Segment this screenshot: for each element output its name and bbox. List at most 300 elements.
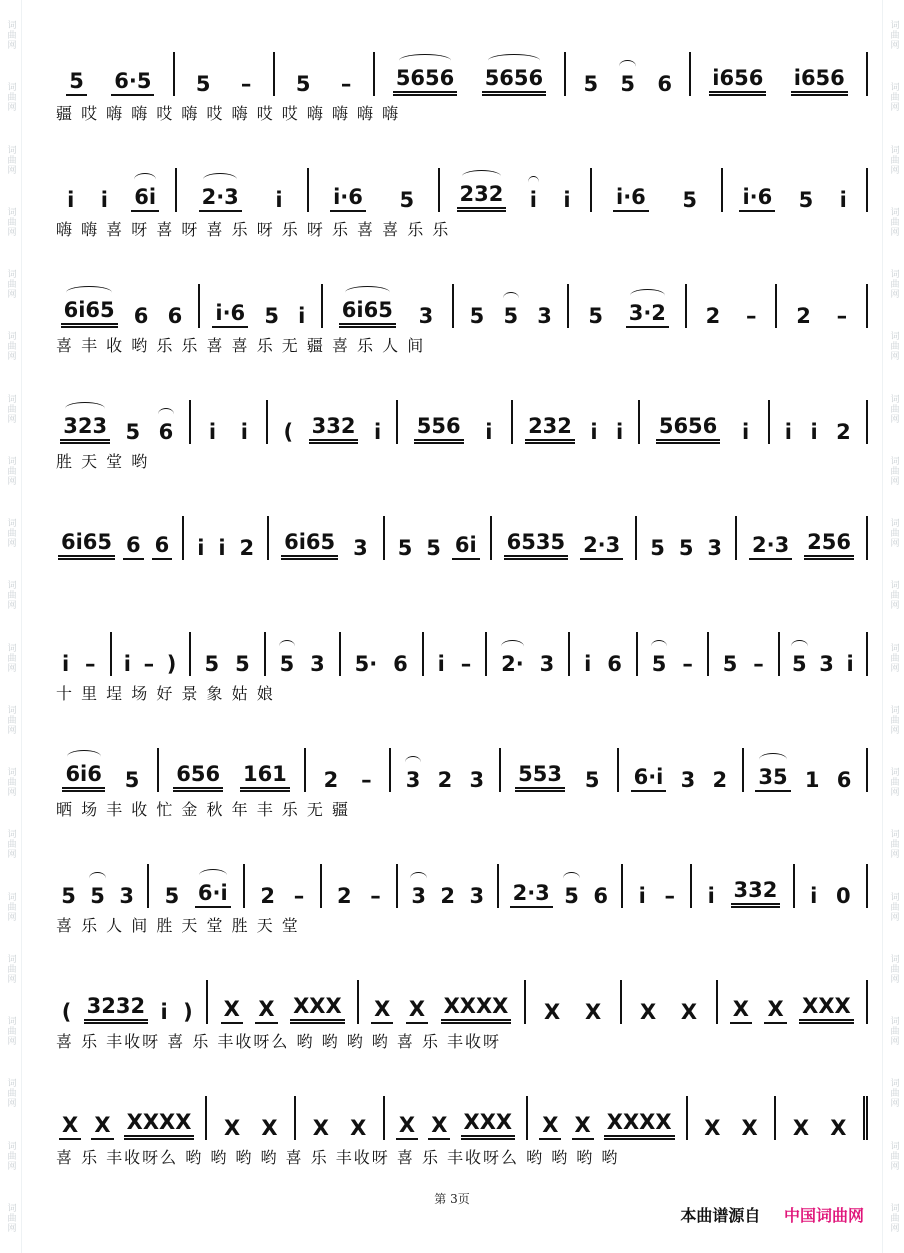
watermark-text: 词曲网 (888, 331, 899, 362)
note-token: X (639, 1000, 657, 1024)
note-token: 3 (119, 884, 134, 908)
site-brand-link[interactable]: 中国词曲网 (783, 1206, 864, 1225)
note-token: i (100, 188, 108, 212)
measure (184, 516, 269, 560)
note-token: 6 (657, 72, 672, 96)
note-token: i·6 (613, 185, 649, 212)
measure (200, 284, 323, 328)
note-token: X (544, 1000, 561, 1024)
note-token: 5 (264, 304, 279, 328)
measure (275, 52, 375, 96)
note-token: ( (283, 420, 294, 444)
note-token: X (704, 1116, 721, 1140)
slur-mark (158, 408, 175, 421)
measure (709, 632, 780, 676)
note-token: 2 (437, 768, 453, 792)
measure (191, 400, 269, 444)
note-token: 553 (515, 762, 565, 792)
note-token: 6i65 (58, 530, 115, 560)
note-token: i (784, 420, 792, 444)
score-system (48, 388, 868, 504)
note-token: 5 (583, 72, 599, 96)
note-token: – (143, 652, 155, 676)
note-token: XXXX (124, 1110, 195, 1140)
note-token: 2·3 (580, 533, 623, 560)
note-token: – (664, 884, 675, 908)
measure (159, 748, 306, 792)
score-system (48, 40, 868, 156)
measure (48, 748, 159, 792)
note-token: X (539, 1113, 561, 1140)
note-token: X (224, 1116, 241, 1140)
note-token: 2 (705, 304, 721, 328)
watermark-text: 词曲网 (5, 518, 16, 548)
measure (692, 864, 794, 908)
lyrics-line: 喜 丰 收 哟 乐 乐 喜 喜 乐 无 疆 喜 乐 人 间 (56, 335, 426, 355)
measure (570, 632, 638, 676)
lyrics-line: 喜 乐 丰收呀么 哟 哟 哟 哟 喜 乐 丰收呀 喜 乐 丰收呀么 哟 哟 哟 哟 (56, 1147, 620, 1167)
score-system (48, 1084, 868, 1200)
note-token: 2·3 (199, 185, 242, 212)
measure (454, 284, 569, 328)
note-token: i (810, 420, 818, 444)
measure (492, 516, 638, 560)
note-token: i656 (791, 66, 848, 96)
measure (528, 1096, 687, 1140)
slur-mark (410, 872, 427, 885)
note-token: 3 (537, 304, 552, 328)
note-token: 2 (440, 884, 456, 908)
note-token: 6 (152, 533, 173, 560)
note-token: X (261, 1116, 278, 1140)
note-token: i (707, 884, 715, 908)
measure (341, 632, 424, 676)
note-token: 3 (418, 304, 434, 328)
note-token: X (730, 997, 752, 1024)
note-token: 5 (617, 72, 638, 96)
note-token: i (208, 420, 217, 444)
notation-line (48, 156, 868, 212)
note-token: 5 (650, 536, 665, 560)
note-token: X (741, 1116, 758, 1140)
watermark-text: 词曲网 (5, 393, 16, 424)
note-token: 6i65 (339, 298, 396, 328)
note-token: 3 (539, 652, 555, 676)
measure (385, 516, 492, 560)
note-token: i (810, 884, 818, 908)
measure (323, 284, 454, 328)
measure (638, 632, 709, 676)
watermark-text: 词曲网 (5, 331, 16, 362)
score-system (48, 156, 868, 272)
note-token: 5656 (482, 66, 546, 96)
note-token: 6·i (631, 765, 667, 792)
watermark-text: 词曲网 (888, 829, 899, 860)
note-token: X (396, 1113, 418, 1140)
note-token: i (373, 420, 382, 444)
source-credit (680, 1203, 864, 1226)
note-token: 5 (235, 652, 250, 676)
note-token: 5 (584, 768, 600, 792)
measure (48, 168, 177, 212)
note-token: – (753, 652, 764, 676)
watermark-text: 词曲网 (888, 1140, 899, 1171)
note-token: 6 (607, 652, 622, 676)
measure (375, 52, 567, 96)
note-token: 3 (403, 768, 424, 792)
measure (269, 516, 385, 560)
note-token: 161 (240, 762, 290, 792)
note-token: i (846, 652, 854, 676)
note-token: 6 (167, 304, 183, 328)
note-token: i (275, 188, 283, 212)
note-token: 2 (712, 768, 728, 792)
measure (207, 1096, 296, 1140)
note-token: 2 (323, 768, 339, 792)
note-token: – (746, 304, 757, 328)
note-token: ( (61, 1000, 72, 1024)
note-token: 3 (680, 768, 696, 792)
measure (440, 168, 591, 212)
lyrics-line: 喜 乐 人 间 胜 天 堂 胜 天 堂 (56, 915, 300, 935)
measure (526, 980, 622, 1024)
note-token: i (563, 188, 571, 212)
slur-mark (279, 640, 296, 653)
measure (688, 1096, 777, 1140)
note-token: 6 (593, 884, 608, 908)
note-token: 5 (61, 884, 76, 908)
note-token: 2 (836, 420, 851, 444)
score-system (48, 504, 868, 620)
watermark-text: 词曲网 (5, 829, 16, 860)
source-label: 本曲谱源自 (680, 1206, 761, 1225)
note-token: 323 (60, 414, 110, 444)
notation-line (48, 620, 868, 676)
watermark-text: 词曲网 (5, 891, 16, 922)
note-token: X (350, 1116, 367, 1140)
measure (359, 980, 526, 1024)
measure (737, 516, 868, 560)
note-token: 3 (469, 884, 485, 908)
score-system (48, 852, 868, 968)
note-token: 332 (731, 878, 781, 908)
measure (306, 748, 391, 792)
watermark-text: 词曲网 (888, 704, 899, 735)
note-token: X (371, 997, 393, 1024)
note-token: 5 (195, 72, 211, 96)
note-token: 3 (408, 884, 429, 908)
note-token: X (584, 1000, 602, 1024)
note-token: 6·i (195, 881, 231, 908)
note-token: 3 (819, 652, 834, 676)
note-token: – (340, 72, 352, 96)
note-token: i (218, 536, 226, 560)
measure (619, 748, 744, 792)
measure (266, 632, 341, 676)
notation-line (48, 40, 868, 96)
watermark-text: 词曲网 (888, 1202, 899, 1233)
note-token: i (584, 652, 592, 676)
watermark-text: 词曲网 (888, 953, 899, 984)
measure (149, 864, 245, 908)
note-token: i (485, 420, 493, 444)
measure (398, 400, 512, 444)
slur-mark (65, 402, 105, 415)
note-token: 6 (393, 652, 408, 676)
note-token: 5 (798, 188, 814, 212)
measure (569, 284, 686, 328)
score-system (48, 272, 868, 388)
note-token: X (406, 997, 428, 1024)
note-token: 332 (309, 414, 359, 444)
watermark-text: 词曲网 (888, 269, 899, 299)
measure (268, 400, 398, 444)
note-token: i (590, 420, 598, 444)
measure (48, 864, 149, 908)
note-token: 5 (789, 652, 810, 676)
note-token: i (240, 420, 248, 444)
note-token: X (680, 1000, 698, 1024)
note-token: 5 (66, 69, 87, 96)
measure (309, 168, 441, 212)
note-token: 5 (295, 72, 311, 96)
watermark-text: 词曲网 (888, 82, 899, 113)
note-token: i·6 (739, 185, 775, 212)
measure (487, 632, 570, 676)
score-system (48, 968, 868, 1084)
measure (391, 748, 501, 792)
slur-mark (203, 173, 238, 186)
note-token: i·6 (212, 301, 248, 328)
measure (640, 400, 769, 444)
watermark-text: 词曲网 (5, 269, 16, 299)
measure (513, 400, 641, 444)
note-token: i·6 (330, 185, 366, 212)
measure (795, 864, 868, 908)
note-token: XXXX (604, 1110, 675, 1140)
measure (191, 632, 266, 676)
note-token: 6 (133, 304, 149, 328)
slur-mark (134, 173, 156, 186)
note-token: 5 (682, 188, 697, 212)
note-token: X (792, 1116, 810, 1140)
lyrics-line: 喜 乐 丰收呀 喜 乐 丰收呀么 哟 哟 哟 哟 喜 乐 丰收呀 (56, 1031, 502, 1051)
note-token: 6 (156, 420, 177, 444)
score-system (48, 620, 868, 736)
note-token: 5· (354, 652, 378, 676)
note-token: 556 (414, 414, 464, 444)
right-watermark-strip (882, 0, 904, 1253)
note-token: – (370, 884, 381, 908)
slur-mark (503, 292, 520, 305)
note-token: 5656 (393, 66, 457, 96)
note-token: X (59, 1113, 81, 1140)
notation-line (48, 272, 868, 328)
measure (424, 632, 488, 676)
lyrics-line: 疆 哎 嗨 嗨 哎 嗨 哎 嗨 哎 哎 嗨 嗨 嗨 嗨 (56, 103, 401, 123)
note-token: 0 (835, 884, 851, 908)
note-token: i656 (709, 66, 766, 96)
measure (296, 1096, 385, 1140)
watermark-text: 词曲网 (5, 767, 16, 797)
watermark-text: 词曲网 (888, 455, 899, 486)
note-token: 5 (561, 884, 582, 908)
watermark-text: 词曲网 (5, 1016, 16, 1046)
note-token: – (85, 652, 96, 676)
note-token: 3 (707, 536, 723, 560)
measure (112, 632, 191, 676)
slur-mark (67, 750, 101, 763)
note-token: 5 (500, 304, 521, 328)
measure (501, 748, 619, 792)
note-token: i (197, 536, 205, 560)
measure (770, 400, 868, 444)
note-token: 6i (452, 533, 480, 560)
note-token: 2·3 (749, 533, 792, 560)
note-token: X (428, 1113, 450, 1140)
measure (691, 52, 868, 96)
note-token: 6 (123, 533, 144, 560)
note-token: 5 (426, 536, 441, 560)
note-token: i (741, 420, 750, 444)
note-token: i (61, 652, 70, 676)
watermark-text: 词曲网 (888, 144, 899, 175)
measure (322, 864, 399, 908)
measure (48, 284, 200, 328)
notation-line (48, 968, 868, 1024)
measure (723, 168, 868, 212)
measure (622, 980, 718, 1024)
lyrics-line: 胜 天 堂 哟 (56, 451, 150, 471)
watermark-text: 词曲网 (5, 206, 16, 237)
measure (208, 980, 359, 1024)
notation-line (48, 1084, 868, 1140)
note-token: X (255, 997, 277, 1024)
measure (780, 632, 868, 676)
note-token: 2 (260, 884, 276, 908)
note-token: X (830, 1116, 847, 1140)
note-token: i (839, 188, 847, 212)
note-token: 6i6 (62, 762, 104, 792)
watermark-text: 词曲网 (888, 580, 899, 611)
slur-mark (462, 170, 502, 183)
left-watermark-strip (0, 0, 22, 1253)
measure (687, 284, 778, 328)
measure (637, 516, 737, 560)
score-body (48, 40, 868, 1200)
page-number: 第 3页 (434, 1192, 470, 1206)
measure (177, 168, 309, 212)
note-token: XXX (799, 994, 854, 1024)
note-token: – (460, 652, 472, 676)
watermark-text: 词曲网 (5, 144, 16, 175)
watermark-text: 词曲网 (888, 206, 899, 237)
lyrics-line: 晒 场 丰 收 忙 金 秋 年 丰 乐 无 疆 (56, 799, 350, 819)
note-token: 2·3 (510, 881, 553, 908)
measure (245, 864, 322, 908)
note-token: 2 (336, 884, 352, 908)
measure (48, 632, 112, 676)
note-token: – (240, 72, 252, 96)
note-token: 5 (204, 652, 220, 676)
measure (777, 284, 868, 328)
slur-mark (791, 640, 808, 653)
note-token: 6i (131, 185, 159, 212)
note-token: – (682, 652, 693, 676)
measure (48, 980, 208, 1024)
notation-line (48, 736, 868, 792)
note-token: – (361, 768, 372, 792)
measure (623, 864, 692, 908)
note-token: 5 (125, 420, 141, 444)
measure (398, 864, 499, 908)
watermark-text: 词曲网 (888, 393, 899, 424)
watermark-text: 词曲网 (5, 953, 16, 984)
watermark-text: 词曲网 (5, 455, 16, 486)
note-token: i (527, 188, 540, 212)
watermark-text: 词曲网 (888, 767, 899, 797)
watermark-text: 词曲网 (5, 1078, 16, 1109)
note-token: X (572, 1113, 594, 1140)
note-token: 6·5 (111, 69, 154, 96)
watermark-text: 词曲网 (5, 1140, 16, 1171)
note-token: 5 (678, 536, 694, 560)
watermark-text: 词曲网 (5, 580, 16, 611)
slur-mark (619, 60, 636, 73)
watermark-text: 词曲网 (5, 642, 16, 673)
note-token: 5 (124, 768, 140, 792)
notation-line (48, 388, 868, 444)
note-token: 3232 (84, 994, 148, 1024)
watermark-text: 词曲网 (5, 704, 16, 735)
notation-line (48, 504, 868, 560)
note-token: i (67, 188, 75, 212)
note-token: ) (183, 1000, 193, 1024)
note-token: i (160, 1000, 168, 1024)
measure (48, 400, 191, 444)
note-token: i (298, 304, 306, 328)
measure (592, 168, 724, 212)
note-token: XXXX (441, 994, 512, 1024)
watermark-text: 词曲网 (888, 642, 899, 673)
note-token: 3 (353, 536, 368, 560)
measure (566, 52, 691, 96)
slur-mark (405, 756, 422, 769)
note-token: 256 (804, 530, 854, 560)
measure (776, 1096, 868, 1140)
slur-mark (563, 872, 580, 885)
note-token: 6i65 (281, 530, 338, 560)
note-token: i (616, 420, 624, 444)
note-token: 5 (649, 652, 670, 676)
note-token: 5 (397, 536, 413, 560)
note-token: 232 (525, 414, 575, 444)
note-token: X (312, 1116, 329, 1140)
measure (499, 864, 623, 908)
note-token: 5656 (656, 414, 720, 444)
slur-mark (759, 753, 787, 766)
note-token: X (764, 997, 786, 1024)
note-token: 5 (277, 652, 298, 676)
note-token: 5 (469, 304, 485, 328)
watermark-text: 词曲网 (5, 82, 16, 113)
note-token: 5 (722, 652, 738, 676)
note-token: – (836, 304, 848, 328)
note-token: 656 (173, 762, 223, 792)
note-token: 6 (836, 768, 852, 792)
score-system (48, 736, 868, 852)
note-token: 2 (796, 304, 811, 328)
